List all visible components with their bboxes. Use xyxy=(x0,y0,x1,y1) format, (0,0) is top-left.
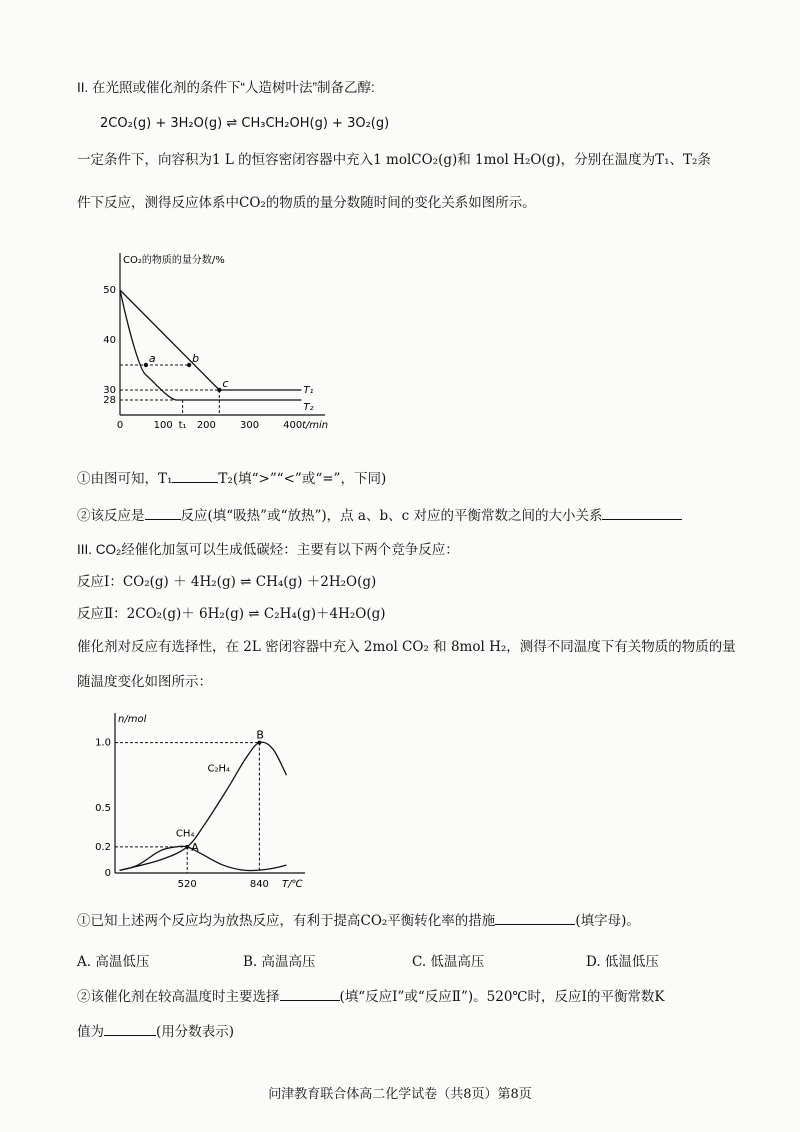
part3-intro-line1: 催化剂对反应有选择性，在 2L 密闭容器中充入 2mol CO₂ 和 8mol H₂，测得不同温度下有关物质的物质的量 xyxy=(77,639,736,655)
part3-q1-after: (填字母)。 xyxy=(575,913,640,929)
part2-equation: 2CO₂(g) + 3H₂O(g) ⇌ CH₃CH₂OH(g) + 3O₂(g) xyxy=(100,116,390,131)
point-A xyxy=(185,845,189,849)
part2-q1-text: ①由图可知，T₁ xyxy=(77,471,173,487)
x-tick-label: 840 xyxy=(249,879,269,890)
x-tick-label: 0 xyxy=(116,420,124,431)
chart-n-vs-temperature xyxy=(85,708,315,898)
series-c2h4-line xyxy=(120,742,287,870)
point-c xyxy=(217,388,221,392)
part3-q2-text: ②该催化剂在较高温度时主要选择 xyxy=(77,989,280,1005)
page-footer: 问津教育联合体高二化学试卷（共8页）第8页 xyxy=(268,1087,532,1102)
x-tick-label: 520 xyxy=(177,879,197,890)
part2-heading: II. 在光照或催化剂的条件下“人造树叶法”制备乙醇: xyxy=(77,80,375,95)
y-tick-label: 40 xyxy=(103,335,116,346)
x-axis-label: T/℃ xyxy=(282,879,303,890)
part2-q1-after: T₂(填“>”“<”或“=”，下同) xyxy=(218,471,387,487)
point-label-B: B xyxy=(256,728,264,742)
x-tick-label: 200 xyxy=(196,420,216,431)
part3-q2-after: (填“反应Ⅰ”或“反应Ⅱ”)。520℃时，反应Ⅰ的平衡常数K xyxy=(339,989,665,1005)
y-tick-label: 28 xyxy=(103,395,116,406)
series-t1-line xyxy=(120,290,301,390)
x-axis-label: t/min xyxy=(302,420,329,431)
answer-blank-p3q3[interactable] xyxy=(104,1021,156,1036)
part2-q2-text: ②该反应是 xyxy=(77,508,145,524)
y-tick-label: 0.2 xyxy=(95,841,111,853)
series-t2-label: T₂ xyxy=(303,402,314,413)
part3-q1-text: ①已知上述两个反应均为放热反应，有利于提高CO₂平衡转化率的措施 xyxy=(77,913,496,929)
part3-reaction2: 反应Ⅱ：2CO₂(g)＋ 6H₂(g) ⇌ C₂H₄(g)＋4H₂O(g) xyxy=(77,606,386,622)
part3-q3-text: 值为 xyxy=(77,1024,104,1040)
answer-blank-q2a[interactable] xyxy=(145,505,181,520)
part3-q3 xyxy=(77,1021,234,1042)
x-tick-label: 400 xyxy=(283,420,303,431)
part2-q1 xyxy=(77,468,386,489)
series-c2h4-label: C₂H₄ xyxy=(207,763,231,775)
y-tick-label: 30 xyxy=(103,385,116,396)
x-tick-label: 300 xyxy=(239,420,260,431)
part3-q3-after: (用分数表示) xyxy=(156,1024,235,1040)
option-b[interactable]: B. 高温高压 xyxy=(243,954,316,970)
part2-q2 xyxy=(77,505,682,526)
part3-intro-line2: 随温度变化如图所示： xyxy=(77,674,212,690)
part2-intro-line1: 一定条件下，向容积为1 L 的恒容密闭容器中充入1 molCO₂(g)和 1mol H₂O(g)，分别在温度为T₁、T₂条 xyxy=(77,152,711,168)
option-c[interactable]: C. 低温高压 xyxy=(412,954,485,970)
option-a[interactable]: A. 高温低压 xyxy=(77,954,150,970)
option-d[interactable]: D. 低温低压 xyxy=(586,954,659,970)
y-tick-label: 0 xyxy=(104,868,111,879)
y-axis-label: n/mol xyxy=(118,714,147,725)
part3-q2 xyxy=(77,986,664,1007)
point-label-b: b xyxy=(192,352,200,365)
x-tick-label: 100 xyxy=(153,420,173,431)
point-label-A: A xyxy=(191,840,199,854)
series-t1-label: T₁ xyxy=(303,385,314,396)
series-ch4-line xyxy=(120,846,287,870)
answer-blank-p3q2[interactable] xyxy=(280,986,340,1001)
point-label-c: c xyxy=(222,377,229,390)
x-tick-label: t₁ xyxy=(178,420,187,431)
part3-heading: III. CO₂经催化加氢可以生成低碳烃：主要有以下两个竞争反应： xyxy=(77,542,459,557)
series-t2-line xyxy=(120,290,301,400)
series-ch4-label: CH₄ xyxy=(175,828,195,840)
answer-blank-p3q1[interactable] xyxy=(495,910,575,925)
y-tick-label: 0.5 xyxy=(95,802,111,814)
point-a xyxy=(144,363,148,367)
y-tick-label: 1.0 xyxy=(95,737,111,749)
point-b xyxy=(187,363,191,367)
answer-blank-q1[interactable] xyxy=(172,468,218,483)
part2-intro-line2: 件下反应，测得反应体系中CO₂的物质的量分数随时间的变化关系如图所示。 xyxy=(77,195,536,211)
y-tick-label: 50 xyxy=(103,285,116,296)
point-label-a: a xyxy=(148,352,156,365)
chart-co2-fraction xyxy=(90,245,330,445)
part3-reaction1: 反应Ⅰ：CO₂(g) ＋ 4H₂(g) ⇌ CH₄(g) ＋2H₂O(g) xyxy=(77,574,377,590)
part3-q1 xyxy=(77,910,640,931)
y-axis-label: CO₂的物质的量分数/% xyxy=(123,255,225,266)
answer-blank-q2b[interactable] xyxy=(602,505,682,520)
part2-q2-after: 反应(填“吸热”或“放热”)，点 a、b、c 对应的平衡常数之间的大小关系 xyxy=(180,508,603,524)
